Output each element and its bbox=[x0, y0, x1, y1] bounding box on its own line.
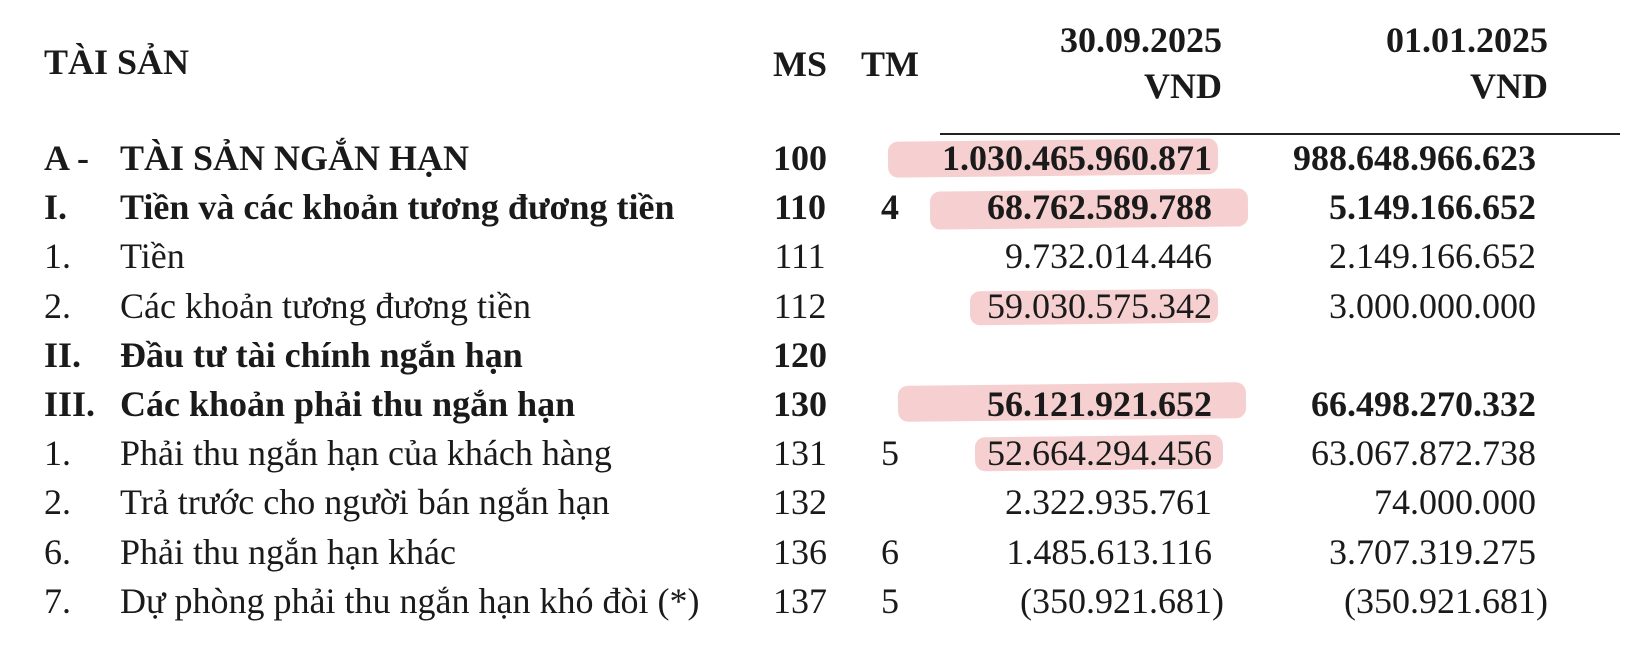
row-label: Phải thu ngắn hạn của khách hàng bbox=[120, 433, 612, 473]
row-ms: 110 bbox=[773, 187, 826, 227]
row-value-2025-01-01: 2.149.166.652 bbox=[1329, 236, 1536, 276]
row-ms: 136 bbox=[773, 532, 827, 572]
row-code: 1. bbox=[44, 236, 71, 276]
row-ms: 112 bbox=[773, 286, 827, 326]
row-value-2025-09-30: 68.762.589.788 bbox=[987, 187, 1212, 227]
row-code: A - bbox=[44, 138, 89, 178]
row-label: Tiền bbox=[120, 236, 185, 276]
row-value-2025-01-01: 3.707.319.275 bbox=[1329, 532, 1536, 572]
row-value-2025-09-30: 9.732.014.446 bbox=[1005, 236, 1212, 276]
row-label: Trả trước cho người bán ngắn hạn bbox=[120, 482, 610, 522]
row-tm: 4 bbox=[881, 187, 899, 227]
header-rule bbox=[940, 133, 1620, 135]
row-value-2025-01-01: 3.000.000.000 bbox=[1329, 286, 1536, 326]
row-code: 6. bbox=[44, 532, 71, 572]
row-code: 7. bbox=[44, 581, 71, 621]
row-value-2025-01-01: 63.067.872.738 bbox=[1311, 433, 1536, 473]
row-label: Dự phòng phải thu ngắn hạn khó đòi (*) bbox=[120, 581, 700, 621]
row-tm: 5 bbox=[881, 433, 899, 473]
header-date1-unit: VND bbox=[1144, 66, 1222, 106]
row-label: Các khoản phải thu ngắn hạn bbox=[120, 384, 576, 424]
row-ms: 132 bbox=[773, 482, 827, 522]
row-value-2025-01-01: (350.921.681) bbox=[1344, 581, 1548, 621]
row-value-2025-01-01: 66.498.270.332 bbox=[1311, 384, 1536, 424]
row-value-2025-09-30: (350.921.681) bbox=[1020, 581, 1224, 621]
row-value-2025-09-30: 56.121.921.652 bbox=[987, 384, 1212, 424]
row-ms: 100 bbox=[773, 138, 827, 178]
row-tm: 6 bbox=[881, 532, 899, 572]
row-value-2025-09-30: 2.322.935.761 bbox=[1005, 482, 1212, 522]
row-value-2025-01-01: 74.000.000 bbox=[1374, 482, 1536, 522]
row-code: 2. bbox=[44, 286, 71, 326]
row-code: I. bbox=[44, 187, 68, 227]
row-code: II. bbox=[44, 335, 82, 375]
row-label: Tiền và các khoản tương đương tiền bbox=[120, 187, 675, 227]
header-date2-unit: VND bbox=[1470, 66, 1548, 106]
row-value-2025-09-30: 1.030.465.960.871 bbox=[942, 138, 1212, 178]
header-ms: MS bbox=[773, 44, 827, 84]
row-ms: 131 bbox=[773, 433, 827, 473]
row-value-2025-01-01: 5.149.166.652 bbox=[1329, 187, 1536, 227]
header-date1: 30.09.2025 bbox=[1060, 20, 1222, 60]
row-ms: 120 bbox=[773, 335, 827, 375]
row-label: Các khoản tương đương tiền bbox=[120, 286, 532, 326]
header-date2: 01.01.2025 bbox=[1386, 20, 1548, 60]
row-value-2025-09-30: 59.030.575.342 bbox=[987, 286, 1212, 326]
row-code: III. bbox=[44, 384, 96, 424]
row-ms: 130 bbox=[773, 384, 827, 424]
row-tm: 5 bbox=[881, 581, 899, 621]
row-ms: 111 bbox=[774, 236, 826, 276]
row-code: 1. bbox=[44, 433, 71, 473]
header-assets: TÀI SẢN bbox=[44, 42, 190, 82]
row-label: Đầu tư tài chính ngắn hạn bbox=[120, 335, 523, 375]
row-value-2025-09-30: 1.485.613.116 bbox=[1006, 532, 1212, 572]
row-label: TÀI SẢN NGẮN HẠN bbox=[120, 138, 470, 178]
row-code: 2. bbox=[44, 482, 71, 522]
header-tm: TM bbox=[861, 44, 919, 84]
row-value-2025-09-30: 52.664.294.456 bbox=[987, 433, 1212, 473]
row-ms: 137 bbox=[773, 581, 827, 621]
row-value-2025-01-01: 988.648.966.623 bbox=[1293, 138, 1536, 178]
row-label: Phải thu ngắn hạn khác bbox=[120, 532, 456, 572]
